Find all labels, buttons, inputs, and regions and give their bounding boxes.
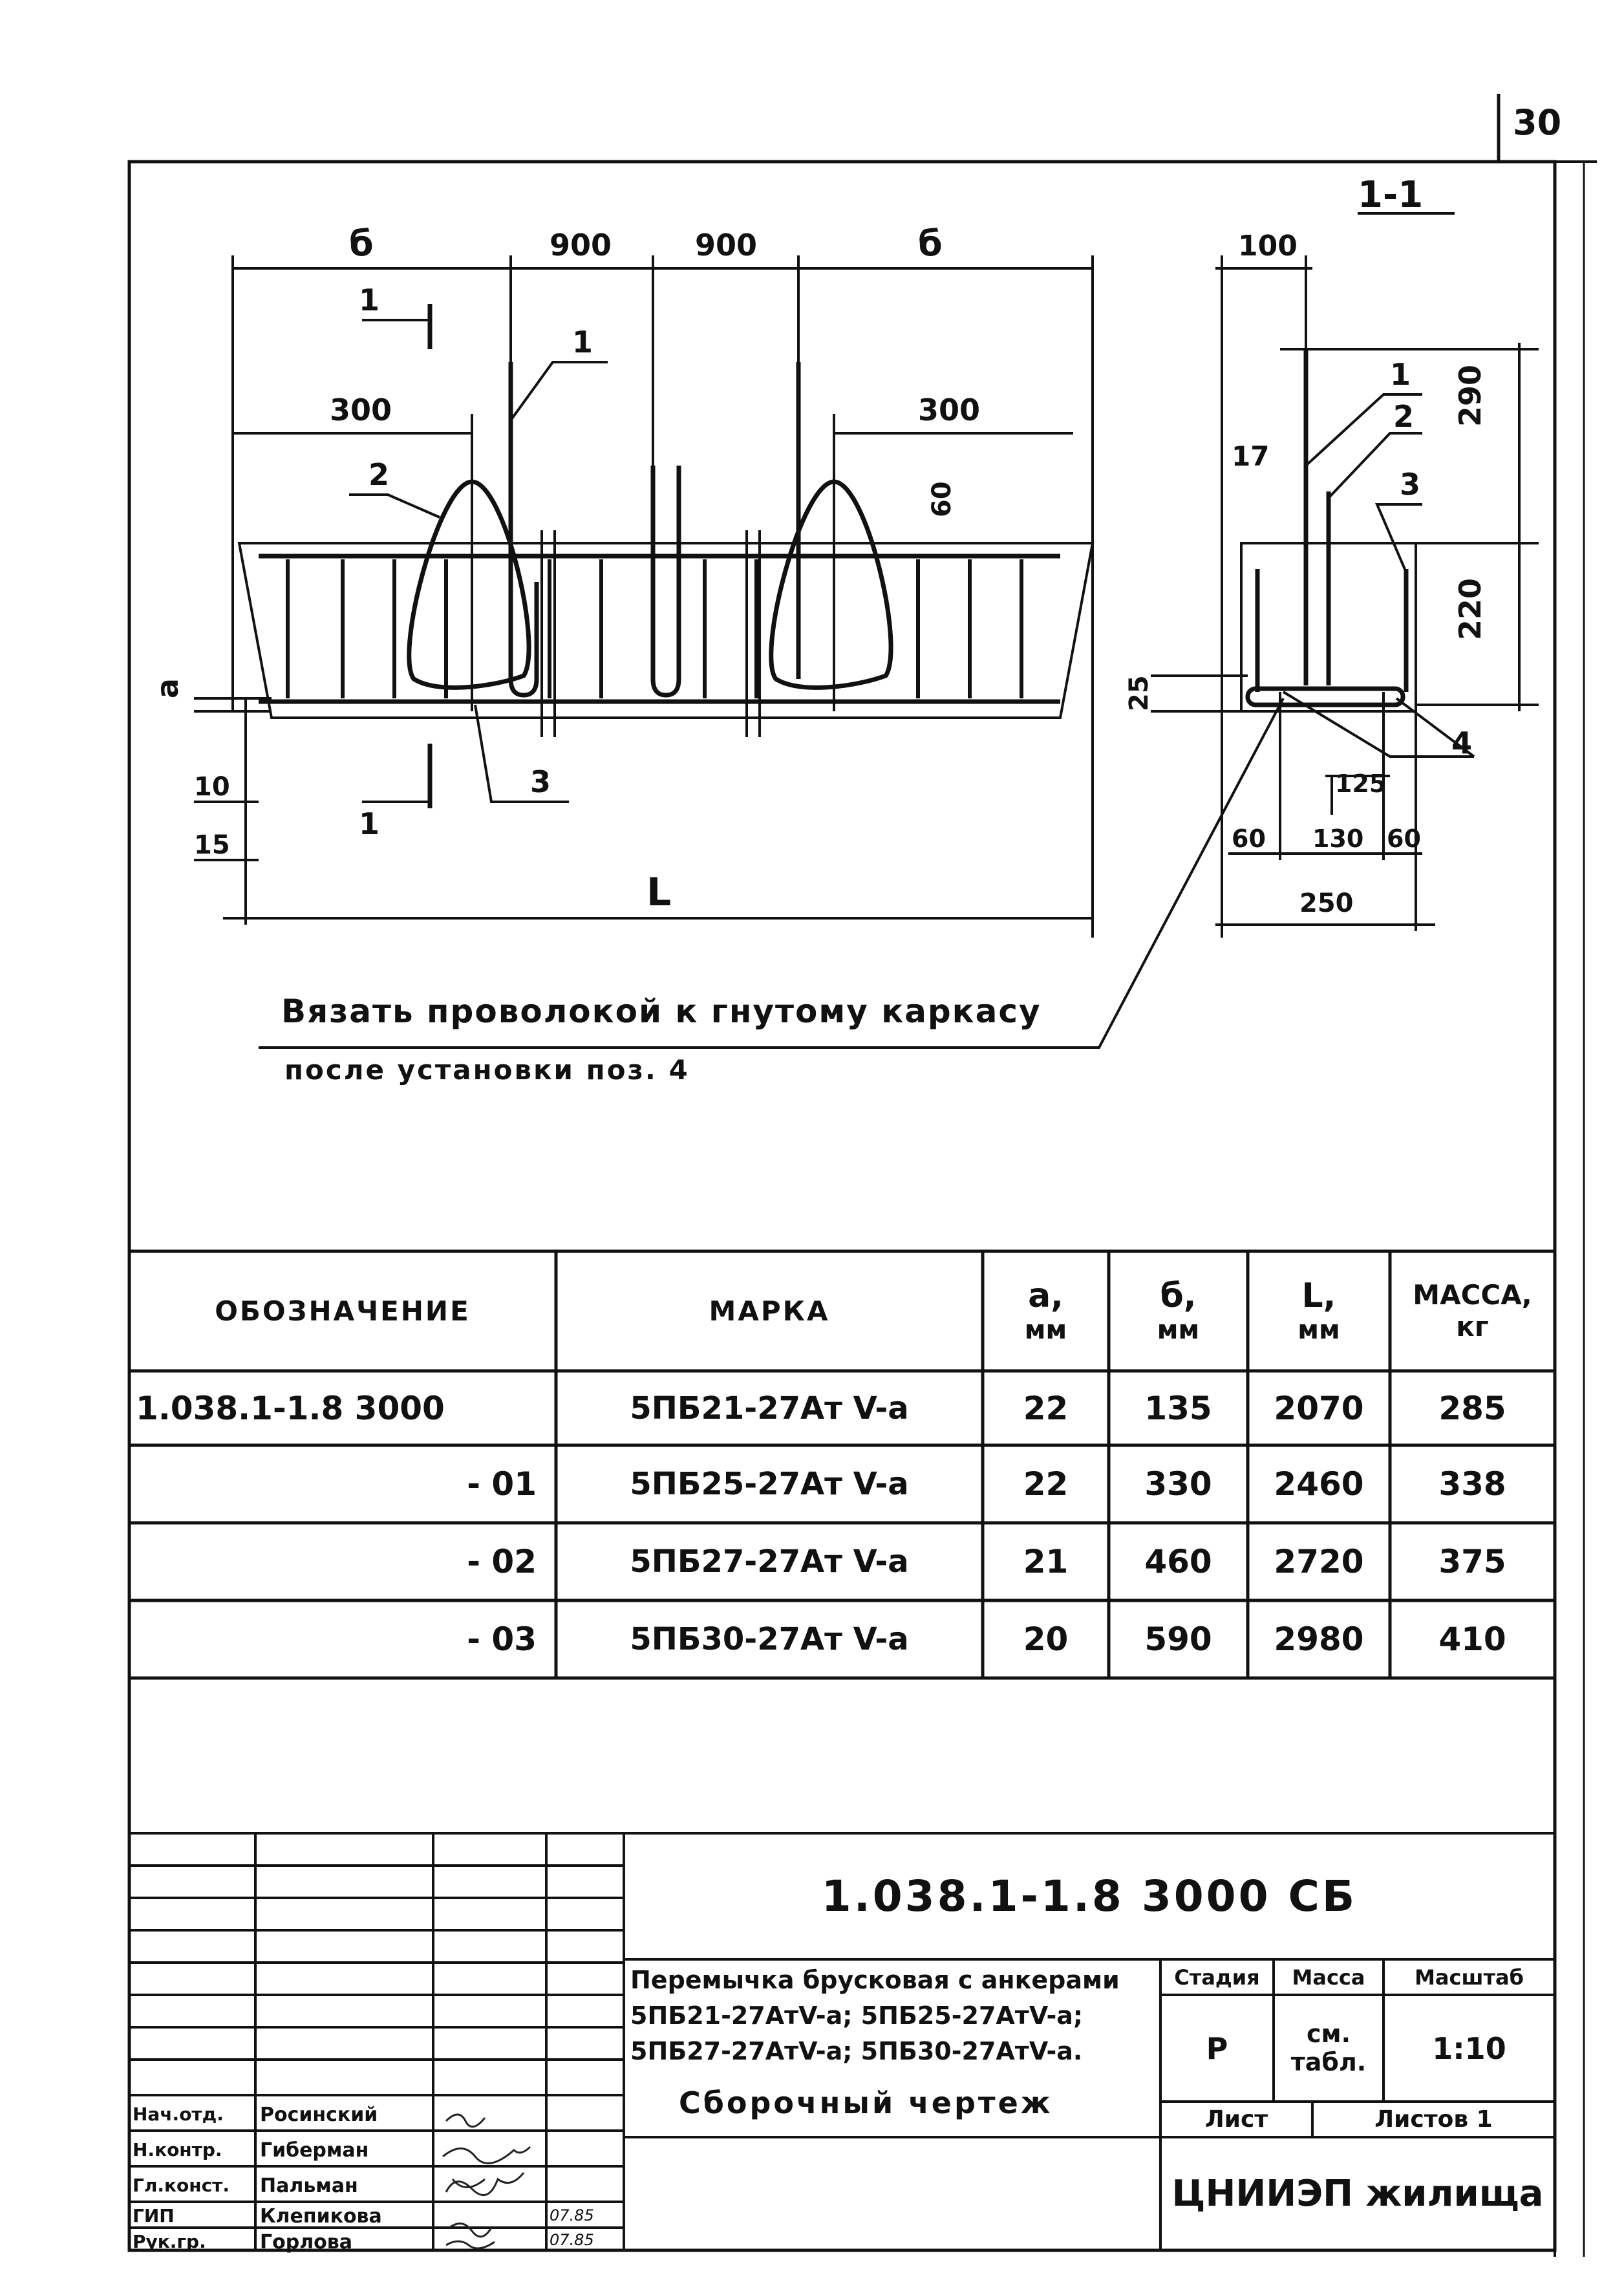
- sig-role-5: Рук.гр.: [133, 2231, 206, 2252]
- dim-300-left: 300: [330, 393, 392, 427]
- row-4-mass: 410: [1438, 1620, 1506, 1658]
- sheets-label: Листов 1: [1374, 2106, 1493, 2133]
- row-1-mark: 5ПБ21-27Ат V-а: [630, 1390, 909, 1426]
- dim-100: 100: [1238, 230, 1298, 263]
- header-a-unit: мм: [1024, 1315, 1067, 1346]
- row-2-L: 2460: [1274, 1465, 1364, 1503]
- note-line-1: Вязать проволокой к гнутому каркасу: [281, 993, 1042, 1030]
- dim-L: L: [646, 870, 672, 915]
- row-2-a: 22: [1023, 1465, 1069, 1503]
- row-3-b: 460: [1144, 1543, 1212, 1580]
- header-L-label: L,: [1301, 1276, 1336, 1315]
- dim-60-right: 60: [1387, 824, 1421, 853]
- title-line-1: Перемычка брусковая с анкерами: [630, 1966, 1120, 1994]
- callout-3-section: 3: [1400, 467, 1421, 502]
- dim-300-right: 300: [918, 393, 981, 427]
- dim-130: 130: [1312, 824, 1364, 853]
- dim-17: 17: [1232, 440, 1270, 472]
- row-3-mass: 375: [1438, 1543, 1506, 1580]
- sig-role-2: Н.контр.: [133, 2139, 222, 2160]
- dim-b-right: б: [918, 223, 943, 264]
- dim-15: 15: [194, 830, 230, 860]
- cut-label-bottom: 1: [359, 806, 380, 841]
- row-4-mark: 5ПБ30-27Ат V-а: [630, 1621, 909, 1657]
- header-L-unit: мм: [1298, 1315, 1340, 1346]
- row-1-a: 22: [1023, 1389, 1069, 1427]
- callout-3: 3: [530, 764, 551, 799]
- dim-125: 125: [1335, 770, 1387, 798]
- mass-label: Масса: [1292, 1964, 1365, 1990]
- row-2-b: 330: [1144, 1465, 1212, 1503]
- sig-name-1: Росинский: [260, 2104, 378, 2126]
- dim-60-left: 60: [1232, 824, 1266, 853]
- row-3-a: 21: [1023, 1543, 1069, 1580]
- row-2-mark: 5ПБ25-27Ат V-а: [630, 1466, 909, 1502]
- mass-value-line-1: см.: [1306, 2019, 1351, 2048]
- row-4-b: 590: [1144, 1620, 1212, 1658]
- row-3-L: 2720: [1274, 1543, 1364, 1580]
- row-4-designation: - 03: [467, 1620, 537, 1658]
- dim-b-left: б: [349, 223, 374, 264]
- sig-date-5: 07.85: [550, 2231, 594, 2249]
- header-mark: МАРКА: [709, 1295, 830, 1327]
- handwritten-signatures: [433, 2095, 546, 2250]
- sheet-label: Лист: [1204, 2106, 1268, 2133]
- sig-date-4: 07.85: [550, 2206, 594, 2224]
- cut-label-top: 1: [359, 283, 380, 318]
- row-3-designation: - 02: [467, 1543, 537, 1580]
- callout-2-section: 2: [1393, 399, 1415, 434]
- organization: ЦНИИЭП жилища: [1171, 2173, 1544, 2215]
- header-b-label: б,: [1160, 1276, 1197, 1315]
- sig-role-1: Нач.отд.: [133, 2104, 224, 2125]
- sig-name-2: Гиберман: [260, 2139, 369, 2162]
- dim-900-left: 900: [550, 228, 612, 263]
- header-a-label: а,: [1028, 1276, 1063, 1315]
- sig-role-3: Гл.конст.: [133, 2175, 230, 2196]
- callout-1: 1: [572, 325, 593, 360]
- row-4-L: 2980: [1274, 1620, 1364, 1658]
- sheet-number: 30: [1513, 102, 1562, 143]
- dim-10: 10: [194, 772, 230, 802]
- sig-role-4: ГИП: [133, 2205, 175, 2226]
- row-3-mark: 5ПБ27-27Ат V-а: [630, 1544, 909, 1580]
- row-1-mass: 285: [1438, 1389, 1506, 1427]
- row-2-designation: - 01: [467, 1465, 537, 1503]
- dim-60: 60: [927, 481, 957, 517]
- row-2-mass: 338: [1438, 1465, 1506, 1503]
- sig-name-4: Клепикова: [260, 2205, 382, 2228]
- dim-900-right: 900: [695, 228, 758, 263]
- row-1-designation: 1.038.1-1.8 3000: [136, 1389, 445, 1427]
- callout-1-section: 1: [1390, 357, 1411, 392]
- drawing-subtitle: Сборочный чертеж: [679, 2085, 1053, 2120]
- callout-2: 2: [369, 457, 390, 492]
- dim-25: 25: [1124, 675, 1154, 711]
- note-line-2: после установки поз. 4: [284, 1054, 690, 1086]
- title-line-2: 5ПБ21-27АтV-а; 5ПБ25-27АтV-а;: [630, 2001, 1084, 2030]
- header-mass-label: МАССА,: [1413, 1279, 1532, 1311]
- mass-value-line-2: табл.: [1290, 2047, 1367, 2076]
- scale-value: 1:10: [1432, 2030, 1506, 2066]
- row-1-b: 135: [1144, 1389, 1212, 1427]
- stage-value: Р: [1206, 2030, 1228, 2066]
- stage-label: Стадия: [1174, 1964, 1260, 1990]
- dim-a: а: [150, 678, 185, 698]
- sig-name-5: Горлова: [260, 2231, 353, 2254]
- mass-value: [1274, 1995, 1384, 2102]
- sig-name-3: Пальман: [260, 2175, 358, 2197]
- header-b-unit: мм: [1157, 1315, 1200, 1346]
- row-4-a: 20: [1023, 1620, 1069, 1658]
- row-1-L: 2070: [1274, 1389, 1364, 1427]
- header-mass-unit: кг: [1456, 1310, 1489, 1342]
- scale-label: Масштаб: [1415, 1964, 1524, 1990]
- header-designation: ОБОЗНАЧЕНИЕ: [215, 1295, 471, 1327]
- dim-290: 290: [1453, 364, 1488, 427]
- callout-4-section: 4: [1451, 726, 1473, 760]
- dim-250: 250: [1299, 888, 1354, 918]
- title-line-3: 5ПБ27-27АтV-а; 5ПБ30-27АтV-а.: [630, 2037, 1083, 2065]
- section-label: 1-1: [1358, 174, 1424, 216]
- dim-220: 220: [1453, 577, 1488, 640]
- document-code: 1.038.1-1.8 3000 СБ: [821, 1871, 1358, 1921]
